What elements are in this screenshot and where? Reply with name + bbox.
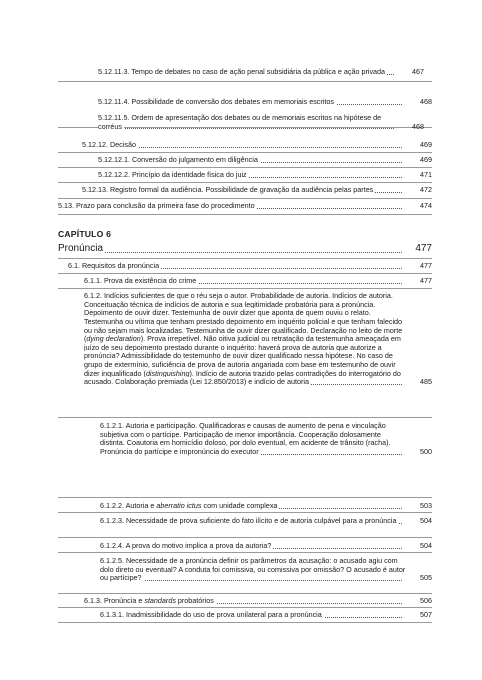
toc-entry-title (58, 243, 406, 255)
divider-line (58, 607, 432, 608)
divider-line (58, 593, 432, 594)
toc-entry-label: 6.1.3. Pronúncia e standards probatórios (84, 597, 214, 605)
toc-entry-title (98, 171, 406, 180)
toc-entry-page-number: 471 (420, 170, 432, 179)
toc-entry-page-number: 505 (420, 573, 432, 583)
toc-entry-page-number: 500 (420, 446, 432, 456)
toc-entry-title (84, 597, 406, 606)
toc-entry-page-number: 477 (420, 261, 432, 270)
toc-entry[interactable] (68, 262, 432, 271)
toc-entry-title (84, 292, 406, 387)
divider-line (58, 537, 432, 538)
toc-entry-label: Pronúncia (58, 243, 104, 254)
chapter-label: CAPÍTULO 6 (58, 229, 112, 239)
toc-entry-label: 6.1.2.1. Autoria e participação. Qualificadoras e causas de aumento de pena e vinculação subjetiva com o partícipe. Participação de menor importância. Cooperação dolosamente distinta. Coautoria em homicídio doloso, por dolo eventual, em acidente de trânsito (racha). Pronúncia do partícipe e impronúncia do executor (100, 422, 391, 456)
toc-entry-label: 6.1. Requisitos da pronúncia (68, 262, 160, 270)
toc-entry-title (68, 262, 406, 271)
toc-entry-label: 5.12.12.1. Conversão do julgamento em diligência (98, 156, 258, 164)
divider-line (58, 214, 432, 215)
toc-entry[interactable] (98, 114, 432, 131)
toc-entry-page-number: 467 (412, 67, 424, 76)
toc-entry-label: 6.1.1. Prova da existência do crime (84, 277, 197, 285)
toc-entry-label: 6.1.3.1. Inadmissibilidade do uso de prova unilateral para a pronúncia (100, 611, 322, 619)
toc-entry[interactable] (58, 202, 432, 211)
toc-entry[interactable] (100, 611, 432, 620)
toc-entry[interactable] (84, 292, 432, 387)
divider-line (58, 552, 432, 553)
toc-entry-page-number: 503 (420, 501, 432, 510)
toc-entry-page-number: 477 (420, 276, 432, 285)
toc-entry[interactable] (100, 422, 432, 457)
toc-entry[interactable] (98, 98, 432, 107)
toc-entry-label: 6.1.2.5. Necessidade de a pronúncia definir os parâmetros da acusação: o acusado agiu com dolo direto ou eventual? A conduta foi comissiva, ou comissiva por omissão? O acusado é autor ou partícipe? (100, 557, 406, 583)
toc-entry[interactable] (82, 186, 432, 195)
toc-entry-page-number: 506 (420, 596, 432, 605)
toc-entry[interactable] (58, 243, 432, 255)
divider-line (58, 622, 432, 623)
toc-entry-title (100, 422, 406, 457)
divider-line (58, 198, 432, 199)
divider-line (58, 182, 432, 183)
toc-entry-page-number: 474 (420, 201, 432, 210)
toc-entry[interactable] (82, 141, 432, 150)
toc-entry-label: 6.1.2. Indícios suficientes de que o réu seja o autor. Probabilidade de autoria. Indícios de autoria. Conceituação técnica de indícios de autoria e sua legitimidade probatória para a pronúncia. Depoimento de ouvir dizer. Testemunha de ouvir dizer que aponta de quem ouviu o relato. Testemunha ou vítima que tenham prestado depoimento em inquérito policial e que tenham falecido ou não sejam mais localizadas. Testemunha de ouvir dizer qualificado. Declaração no leito de morte (dying declaration). Prova irrepetível. Não oitiva judicial ou retratação da testemunha ameaçada em juízo de seu depoimento prestado durante o inquérito: haverá prova de autoria que autorize a pronúncia? Admissibilidade do testemunho de ouvir dizer qualificado nessa hipótese. No caso de grupo de extermínio, suficiência de prova de autoria angariada com base em testemunho de ouvir dizer inqualificado (distinguishing). Indício de autoria trazido pelas contradições do interrogatório do acusado. Colaboração premiada (Lei 12.850/2013) e indício de autoria (84, 292, 403, 387)
toc-entry[interactable] (98, 68, 432, 77)
divider-line (58, 497, 432, 498)
toc-entry-label: 6.1.2.2. Autoria e aberratio ictus com unidade complexa (100, 502, 278, 510)
toc-entry-title (98, 114, 398, 131)
toc-entry-title (100, 517, 406, 526)
toc-entry-title (98, 68, 398, 77)
toc-entry-label: 5.12.12.2. Princípio da identidade física do juiz (98, 171, 247, 179)
toc-entry[interactable] (84, 597, 432, 606)
divider-line (58, 417, 432, 418)
toc-entry-title (84, 277, 406, 286)
toc-entry-title (98, 98, 406, 107)
toc-entry-title (100, 542, 406, 551)
toc-entry-page-number: 469 (420, 140, 432, 149)
toc-entry-title (82, 141, 406, 150)
toc-entry[interactable] (98, 171, 432, 180)
toc-entry-page-number: 485 (420, 377, 432, 387)
toc-entry-page-number: 507 (420, 610, 432, 619)
toc-entry-page-number: 504 (420, 516, 432, 525)
divider-line (58, 258, 432, 259)
toc-entry[interactable] (100, 542, 432, 551)
toc-entry[interactable] (84, 277, 432, 286)
toc-entry-page-number: 504 (420, 541, 432, 550)
toc-entry-title (58, 202, 406, 211)
toc-entry-label: 5.12.13. Registro formal da audiência. Possibilidade de gravação da audiência pelas partes (82, 186, 374, 194)
toc-entry-title (100, 502, 406, 511)
toc-entry-title (100, 557, 406, 583)
divider-line (58, 273, 432, 274)
divider-line (58, 512, 432, 513)
toc-entry[interactable] (98, 156, 432, 165)
toc-entry-page-number: 472 (420, 185, 432, 194)
toc-entry-label: 5.12.12. Decisão (82, 141, 136, 149)
toc-entry[interactable] (100, 517, 432, 526)
toc-entry-label: 5.12.11.4. Possibilidade de conversão dos debates em memoriais escritos (98, 98, 334, 106)
divider-line (58, 288, 432, 289)
toc-entry-title (98, 156, 406, 165)
toc-entry[interactable] (100, 502, 432, 511)
toc-entry-label: 6.1.2.3. Necessidade de prova suficiente do fato ilícito e de autoria culpável para a pronúncia (100, 517, 397, 525)
toc-entry-page-number: 469 (420, 155, 432, 164)
divider-line (58, 167, 432, 168)
toc-entry-page-number: 477 (415, 243, 432, 254)
toc-entry-label: 5.13. Prazo para conclusão da primeira fase do procedimento (58, 202, 255, 210)
toc-entry-label: 5.12.11.5. Ordem de apresentação dos debates ou de memoriais escritos na hipótese de corréus (98, 114, 382, 131)
divider-line (58, 152, 432, 153)
toc-entry-label: 5.12.11.3. Tempo de debates no caso de ação penal subsidiária da pública e ação privada (98, 68, 386, 76)
toc-entry-page-number: 468 (420, 97, 432, 106)
toc-entry[interactable] (100, 557, 432, 583)
toc-entry-title (82, 186, 406, 195)
toc-entry-title (100, 611, 406, 620)
divider-line (58, 81, 432, 82)
toc-entry-label: 6.1.2.4. A prova do motivo implica a prova da autoria? (100, 542, 272, 550)
toc-entry-page-number: 468 (412, 121, 424, 131)
